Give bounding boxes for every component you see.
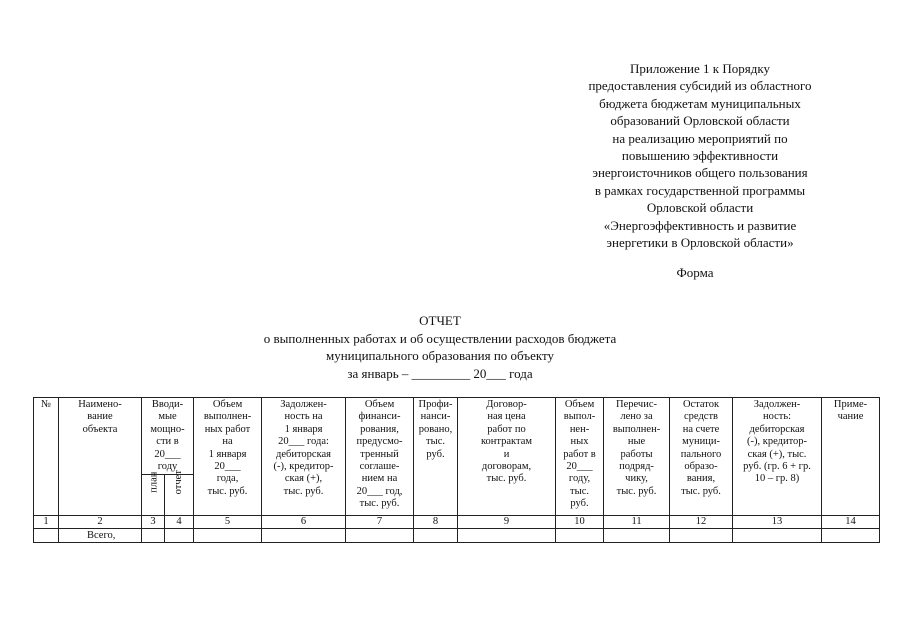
- column-number: 1: [34, 516, 59, 529]
- table-cell: [194, 529, 262, 543]
- report-subtitle-line: муниципального образования по объекту: [326, 348, 554, 363]
- table-cell: [346, 529, 414, 543]
- appendix-line: на реализацию мероприятий по: [612, 130, 788, 146]
- col-header-transferred: Перечис- лено за выполнен- ные работы подряд- чику, тыс. руб.: [604, 398, 670, 516]
- col-header-debt: Задолжен- ность: дебиторская (-), кредитор- ская (+), тыс. руб. (гр. 6 + гр. 10 – гр. 8): [733, 398, 822, 516]
- column-number: 10: [556, 516, 604, 529]
- column-number: 5: [194, 516, 262, 529]
- table-cell: [733, 529, 822, 543]
- appendix-line: бюджета бюджетам муниципальных: [599, 95, 801, 111]
- table-cell: [670, 529, 733, 543]
- column-number-row: [34, 516, 880, 529]
- column-number: 7: [346, 516, 414, 529]
- appendix-line: «Энергоэффективность и развитие: [603, 217, 797, 233]
- report-subtitle-line: о выполненных работах и об осуществлении расходов бюджета: [263, 330, 617, 346]
- col-header-financed: Профи- нанси- ровано, тыс. руб.: [414, 398, 458, 516]
- table-cell: [142, 529, 165, 543]
- plan-label: план: [148, 472, 160, 494]
- table-header-row: [34, 398, 880, 475]
- col-header-report: [165, 470, 194, 516]
- appendix-note: [540, 60, 860, 251]
- total-label: Всего,: [59, 529, 142, 543]
- column-number: 3: [142, 516, 165, 529]
- column-number: 12: [670, 516, 733, 529]
- report-title: [200, 312, 680, 382]
- col-header-capacity: Вводи- мые мощно- сти в 20___ году: [142, 398, 194, 475]
- appendix-line: энергетики в Орловской области»: [606, 235, 794, 251]
- appendix-line: Орловской области: [646, 200, 754, 216]
- col-header-funding: Объем финанси- рования, предусмо- тренный соглаше- нием на 20___ год, тыс. руб.: [346, 398, 414, 516]
- table-cell: [34, 529, 59, 543]
- report-table: [33, 397, 880, 543]
- report-period-line: за январь – _________ 20___ года: [347, 365, 533, 381]
- appendix-line: энергоисточников общего пользования: [592, 165, 808, 181]
- column-number: 14: [822, 516, 880, 529]
- form-label: Форма: [676, 265, 714, 280]
- appendix-line: предоставления субсидий из областного: [588, 78, 812, 94]
- table-cell: [262, 529, 346, 543]
- table-cell: [458, 529, 556, 543]
- appendix-line: Приложение 1 к Порядку: [630, 61, 770, 76]
- table-cell: [414, 529, 458, 543]
- col-header-name: Наимено- вание объекта: [59, 398, 142, 516]
- column-number: 13: [733, 516, 822, 529]
- column-number: 11: [604, 516, 670, 529]
- column-number: 9: [458, 516, 556, 529]
- appendix-line: в рамках государственной программы: [594, 182, 806, 198]
- table-cell: [556, 529, 604, 543]
- col-header-volume: Объем выполнен- ных работ на 1 января 20___ года, тыс. руб.: [194, 398, 262, 516]
- col-header-plan: [142, 472, 165, 516]
- column-number: 4: [165, 516, 194, 529]
- appendix-line: образований Орловской области: [610, 113, 790, 129]
- total-row: [34, 529, 880, 543]
- appendix-line: повышению эффективности: [621, 148, 779, 164]
- report-label: отчет: [172, 470, 184, 495]
- column-number: 2: [59, 516, 142, 529]
- column-number: 8: [414, 516, 458, 529]
- report-heading: ОТЧЕТ: [419, 313, 461, 328]
- col-header-debt-jan: Задолжен- ность на 1 января 20___ года: дебиторская (-), кредитор- ская (+), тыс. руб.: [262, 398, 346, 516]
- col-header-done: Объем выпол- нен- ных работ в 20___ году, тыс. руб.: [556, 398, 604, 516]
- col-header-num: №: [34, 398, 59, 516]
- col-header-note: Приме- чание: [822, 398, 880, 516]
- col-header-remainder: Остаток средств на счете муници- пального образо- вания, тыс. руб.: [670, 398, 733, 516]
- table-cell: [165, 529, 194, 543]
- table-cell: [822, 529, 880, 543]
- column-number: 6: [262, 516, 346, 529]
- table-cell: [604, 529, 670, 543]
- col-header-contract: Договор- ная цена работ по контрактам и договорам, тыс. руб.: [458, 398, 556, 516]
